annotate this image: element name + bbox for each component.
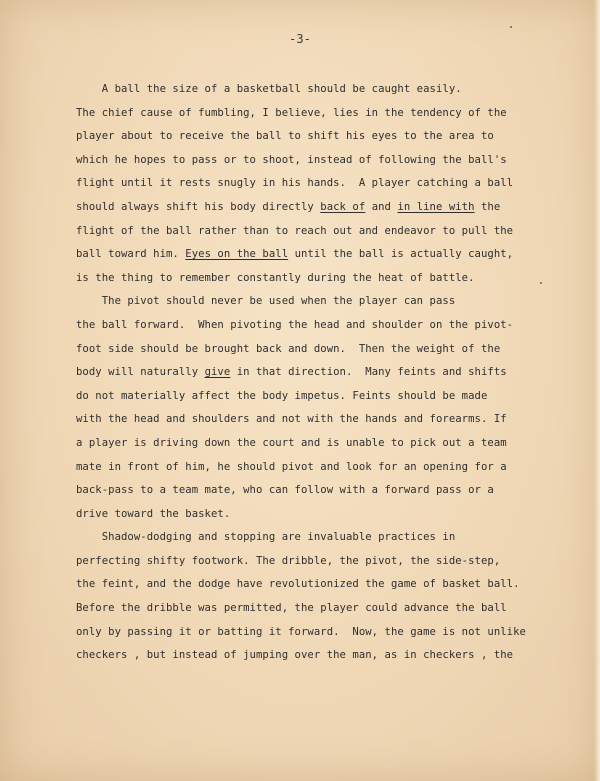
text-line bbox=[76, 503, 546, 527]
text-line bbox=[76, 314, 546, 338]
paragraph bbox=[76, 526, 546, 668]
text-line bbox=[76, 78, 546, 102]
text-segment: the ball forward. When pivoting the head and shoulder on the pivot- bbox=[76, 318, 514, 331]
text-segment: only by passing it or batting it forward. Now, the game is not unlike bbox=[76, 625, 526, 638]
text-segment: the bbox=[474, 200, 501, 213]
text-line bbox=[76, 526, 546, 550]
text-line bbox=[76, 149, 546, 173]
text-line bbox=[76, 361, 546, 385]
underlined-text: Eyes on the ball bbox=[185, 248, 289, 261]
underlined-text: in line with bbox=[397, 200, 475, 213]
text-line bbox=[76, 479, 546, 503]
text-segment: body will naturally bbox=[76, 366, 205, 379]
text-segment: mate in front of him, he should pivot and look for an opening for a bbox=[76, 460, 507, 473]
page-edge bbox=[594, 0, 600, 781]
text-segment: player about to receive the ball to shift his eyes to the area to bbox=[76, 130, 494, 143]
text-segment: ball toward him. bbox=[76, 248, 186, 261]
text-segment: Shadow-dodging and stopping are invaluable practices in bbox=[76, 531, 456, 544]
page-number: -3- bbox=[289, 32, 311, 46]
text-segment: is the thing to remember constantly during the heat of battle. bbox=[76, 271, 475, 284]
text-line bbox=[76, 597, 546, 621]
text-line bbox=[76, 456, 546, 480]
text-segment: back-pass to a team mate, who can follow with a forward pass or a bbox=[76, 484, 494, 497]
text-segment: which he hopes to pass or to shoot, instead of following the ball's bbox=[76, 153, 507, 166]
text-segment: The chief cause of fumbling, I believe, lies in the tendency of the bbox=[76, 106, 507, 119]
text-line bbox=[76, 125, 546, 149]
text-segment: foot side should be brought back and down. Then the weight of the bbox=[76, 342, 501, 355]
text-line bbox=[76, 621, 546, 645]
text-segment: The pivot should never be used when the player can pass bbox=[76, 295, 456, 308]
text-line bbox=[76, 196, 546, 220]
text-segment: do not materially affect the body impetus. Feints should be made bbox=[76, 389, 488, 402]
document-body bbox=[76, 78, 546, 668]
text-segment: flight of the ball rather than to reach out and endeavor to pull the bbox=[76, 224, 514, 237]
text-segment: a player is driving down the court and is unable to pick out a team bbox=[76, 436, 507, 449]
text-line bbox=[76, 385, 546, 409]
text-line bbox=[76, 102, 546, 126]
text-segment: A ball the size of a basketball should be caught easily. bbox=[76, 83, 462, 95]
text-line bbox=[76, 267, 546, 291]
text-segment: and bbox=[365, 200, 398, 213]
text-segment: in that direction. Many feints and shifts bbox=[230, 366, 507, 379]
text-line bbox=[76, 243, 546, 267]
text-segment: perfecting shifty footwork. The dribble, the pivot, the side-step, bbox=[76, 554, 501, 567]
text-line bbox=[76, 220, 546, 244]
text-segment: the feint, and the dodge have revolutionized the game of basket ball. bbox=[76, 578, 520, 591]
text-line bbox=[76, 644, 546, 668]
text-line bbox=[76, 408, 546, 432]
paragraph bbox=[76, 78, 546, 290]
underlined-text: back of bbox=[320, 200, 366, 213]
text-segment: drive toward the basket. bbox=[76, 507, 231, 520]
underlined-text: give bbox=[204, 366, 231, 379]
text-segment: flight until it rests snugly in his hands. A player catching a ball bbox=[76, 177, 514, 190]
text-segment: checkers , but instead of jumping over the man, as in checkers , the bbox=[76, 649, 514, 662]
paragraph bbox=[76, 290, 546, 526]
ink-mark bbox=[540, 282, 542, 284]
text-segment: Before the dribble was permitted, the player could advance the ball bbox=[76, 602, 507, 615]
text-line bbox=[76, 290, 546, 314]
text-segment: with the head and shoulders and not with the hands and forearms. If bbox=[76, 413, 507, 426]
text-line bbox=[76, 432, 546, 456]
text-line bbox=[76, 338, 546, 362]
ink-mark bbox=[510, 26, 512, 28]
text-line bbox=[76, 573, 546, 597]
text-segment: should always shift his body directly bbox=[76, 200, 321, 213]
text-line bbox=[76, 172, 546, 196]
text-line bbox=[76, 550, 546, 574]
text-segment: until the ball is actually caught, bbox=[288, 248, 514, 261]
